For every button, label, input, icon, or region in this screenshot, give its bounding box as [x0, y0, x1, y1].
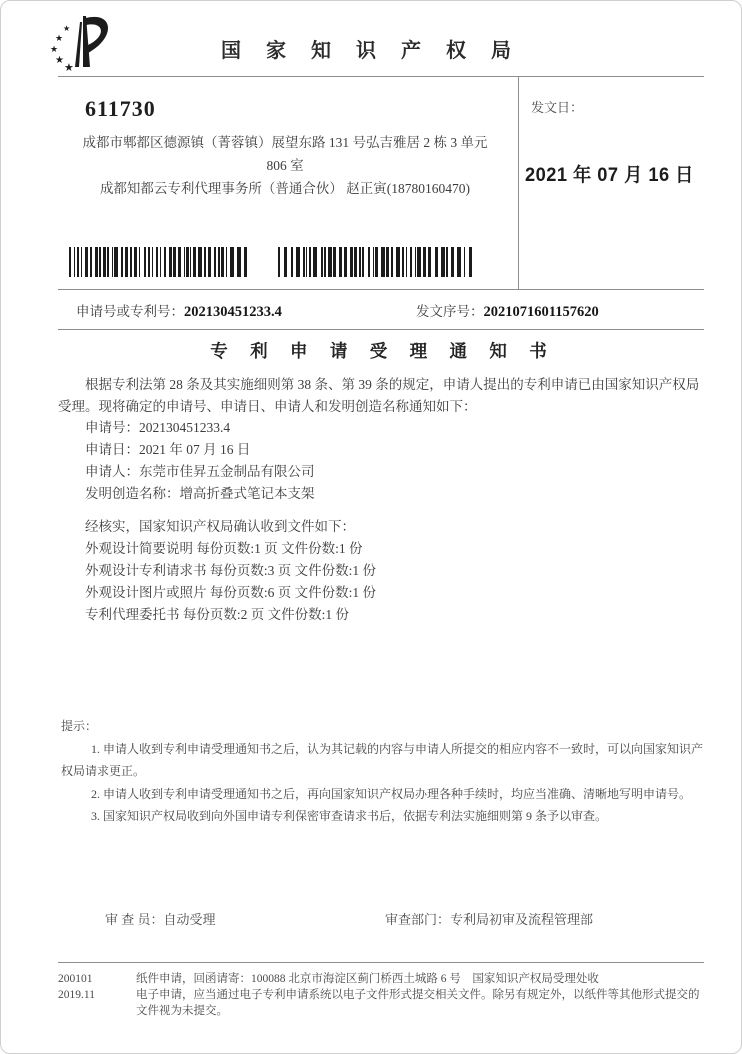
footer-revision: 2019.11	[58, 989, 95, 1001]
examiner-value: 自动受理	[163, 912, 216, 927]
application-number	[76, 300, 282, 321]
logo-star-icon: ★	[64, 62, 74, 74]
notice-title: 专 利 申 请 受 理 通 知 书	[210, 341, 556, 361]
postal-code: 611730	[85, 96, 156, 121]
footer-divider	[58, 962, 704, 963]
footer-form-code: 200101	[58, 973, 93, 985]
field-invention-title: 发明创造名称：增高折叠式笔记本支架	[85, 486, 315, 501]
serial-number-value: 2021071601157620	[483, 304, 599, 320]
tip-item: 3. 国家知识产权局收到向外国申请专利保密审查请求书后，依据专利法实施细则第 9 条予以审查。	[91, 809, 608, 823]
logo-star-icon: ★	[55, 33, 64, 43]
tip-item: 2. 申请人收到专利申请受理通知书之后，再向国家知识产权局办理各种手续时，均应当准确、清晰地写明申请号。	[91, 786, 692, 801]
barcode-left	[69, 247, 247, 277]
document-item: 外观设计简要说明 每份页数:1 页 文件份数:1 份	[85, 541, 363, 556]
footer-electronic-note: 电子申请，应当通过电子专利申请系统以电子文件形式提交相关文件。除另有规定外，以纸件等其他形式提交的文件视为未提交。	[136, 989, 700, 1017]
examining-department	[385, 909, 593, 928]
recipient-address	[59, 131, 511, 200]
logo-star-icon: ★	[63, 24, 71, 33]
document-item: 外观设计专利请求书 每份页数:3 页 文件份数:1 份	[85, 563, 377, 578]
agent-line: 成都知都云专利代理事务所（普通合伙） 赵正寅(18780160470)	[99, 181, 471, 196]
document-item: 外观设计图片或照片 每份页数:6 页 文件份数:1 份	[85, 585, 377, 600]
date-box-divider	[518, 76, 519, 289]
header-divider	[58, 76, 704, 77]
document-item: 专利代理委托书 每份页数:2 页 文件份数:1 份	[85, 607, 350, 622]
field-application-no: 申请号：202130451233.4	[85, 420, 231, 435]
dispatch-date-label: 发文日：	[531, 100, 584, 115]
documents-confirm-line: 经核实，国家知识产权局确认收到文件如下：	[85, 519, 355, 534]
address-line-1: 成都市郫都区德源镇（菁蓉镇）展望东路 131 号弘吉雅居 2 栋 3 单元	[82, 135, 488, 150]
barcode-right	[278, 247, 474, 277]
agency-title: 国 家 知 识 产 权 局	[221, 40, 521, 62]
footer-notes	[136, 971, 708, 1019]
notice-intro: 根据专利法第 28 条及其实施细则第 38 条、第 39 条的规定，申请人提出的专利申请已由国家知识产权局受理。现将确定的申请号、申请日、申请人和发明创造名称通知如下：	[58, 377, 700, 414]
application-number-label: 申请号或专利号：	[76, 304, 184, 319]
department-value: 专利局初审及流程管理部	[450, 912, 594, 927]
logo-star-icon: ★	[55, 55, 64, 66]
field-applicant: 申请人：东莞市佳昇五金制品有限公司	[85, 464, 315, 479]
tip-item: 1. 申请人收到专利申请受理通知书之后，认为其记载的内容与申请人所提交的相应内容不一致时，可以向国家知识产权局请求更正。	[61, 741, 704, 778]
application-number-value: 202130451233.4	[184, 304, 282, 320]
footer-form-codes	[58, 971, 136, 1019]
serial-number	[416, 300, 599, 321]
reference-divider	[58, 329, 704, 330]
dispatch-date-value: 2021 年 07 月 16 日	[525, 165, 694, 186]
tips-heading: 提示：	[61, 719, 98, 733]
footer	[58, 971, 708, 1019]
department-label: 审查部门：	[385, 912, 451, 927]
footer-paper-note: 纸件申请，回函请寄：100088 北京市海淀区蓟门桥西土城路 6 号 国家知识产权局受理处收	[136, 973, 599, 985]
address-line-2: 806 室	[266, 158, 304, 173]
field-application-date: 申请日：2021 年 07 月 16 日	[85, 442, 251, 457]
logo-star-icon: ★	[50, 44, 59, 54]
examiner-label: 审 查 员：	[105, 912, 164, 927]
mid-divider	[58, 289, 704, 290]
tips-section	[61, 715, 705, 828]
notice-body	[58, 336, 704, 626]
examiner	[105, 909, 216, 928]
serial-number-label: 发文序号：	[416, 304, 484, 319]
